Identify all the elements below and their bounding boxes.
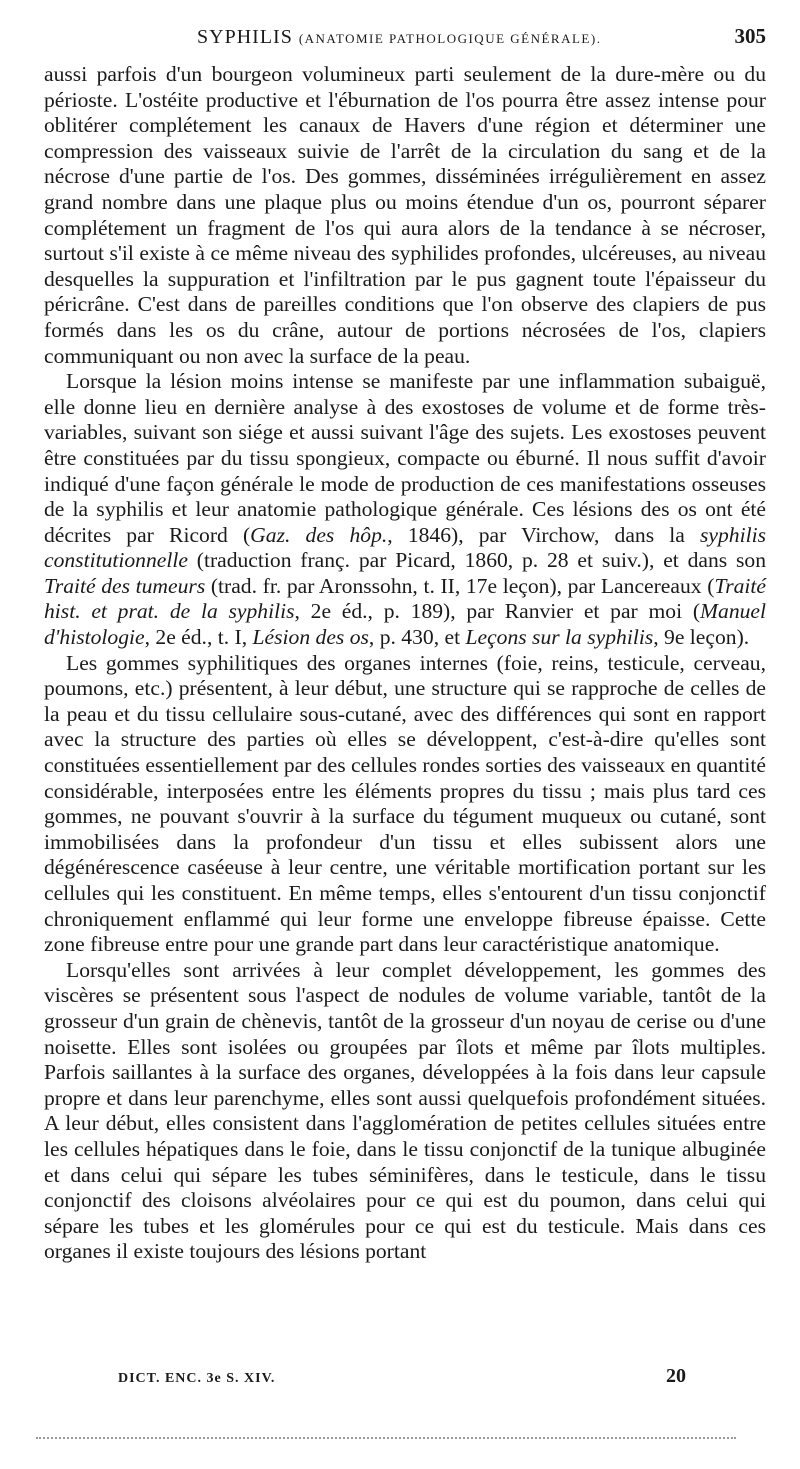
italic-text: syphilis constitutionnelle [44,522,766,573]
running-title-main: SYPHILIS [197,26,293,48]
paragraph [44,651,766,958]
page-number: 305 [734,24,766,48]
running-header [44,24,766,54]
running-title [44,26,715,49]
text-run: , p. 430, et [368,625,466,650]
text-run: , 2e éd., p. 189), par Ranvier et par moi ( [294,599,701,624]
signature-mark: DICT. ENC. 3e S. XIV. [118,1371,276,1386]
paragraph [44,62,766,369]
italic-text: Traité des tumeurs [44,573,206,598]
text-run: , 1846), par Virchow, dans la [387,522,701,547]
text-run: Lorsqu'elles sont arrivées à leur complet développement, les gommes des viscères se présentent sous l'aspect de nodules de volume variable, tantôt de la grosseur d'un grain de chènevis, tantôt de la grosseur d'un noyau de cerise ou d'une noisette. Elles sont isolées ou groupées par îlots et même par îlots multiples. Parfois saillantes à la surface des organes, développées à la fois dans leur capsule propre et dans leur parenchyme, elles sont aussi quelquefois profondément situées. A leur début, elles consistent dans l'agglomération de petites cellules situées entre les cellules hépatiques dans le foie, dans le tissu conjonctif de la tunique albuginée et dans celui qui sépare les tubes séminifères, dans le testicule, dans le tissu conjonctif des cloisons alvéolaires pour ce qui est du poumon, dans celui qui sépare les tubes et les glomérules pour ce qui est du testicule. Mais dans ces organes il existe toujours des lésions portant [44,957,766,1264]
text-run: , 9e leçon). [653,625,750,650]
text-run: aussi parfois d'un bourgeon volumineux parti seulement de la dure-mère ou du périoste. L'ostéite productive et l'éburnation de l'os pourra être assez intense pour oblitérer complétement les canaux de Havers d'une région et déterminer une compression des vaisseaux suivie de l'arrêt de la circulation du sang et de la nécrose d'une partie de l'os. Des gommes, disséminées irrégulièrement en assez grand nombre dans une plaque plus ou moins étendue d'un os, pourront séparer complétement un fragment de l'os qui aura alors de la tendance à se nécroser, surtout s'il existe à ce même niveau des syphilides profondes, ulcéreuses, au niveau desquelles la suppuration et l'infiltration par le pus gagnent toute l'épaisseur du péricrâne. C'est dans de pareilles conditions que l'on observe des clapiers de pus formés dans les os du crâne, autour de portions nécrosées de l'os, clapiers communiquant ou non avec la surface de la peau. [44,62,766,368]
text-run: (trad. fr. par Aronssohn, t. II, 17e leçon), par Lancereaux ( [205,573,715,598]
page-footer [118,1365,686,1388]
italic-text: Traité hist. et prat. de la syphilis [44,573,766,624]
text-run: Lorsque la lésion moins intense se manifeste par une inflammation subaiguë, elle donne lieu en dernière analyse à des exostoses de volume et de forme très-variables, suivant son siége et aussi suivant l'âge des sujets. Les exostoses peuvent être constituées par du tissu spongieux, compacte ou éburné. Il nous suffit d'avoir indiqué d'une façon générale le mode de production de ces manifestations osseuses de la syphilis et leur anatomie pathologique générale. Ces lésions des os ont été décrites par Ricord ( [44,369,766,547]
italic-text: Manuel d'histologie [44,599,766,650]
text-run: Les gommes syphilitiques des organes internes (foie, reins, testicule, cerveau, poumons, etc.) présentent, à leur début, une structure qui se rapproche de celles de la peau et du tissu cellulaire sous-cutané, avec des différences qui sont en rapport avec la structure des parties où elles se développent, c'est-à-dire qu'elles sont constituées essentiellement par des cellules rondes sorties des vaisseaux en quantité considérable, interposées entre les éléments propres du tissu ; mais plus tard ces gommes, ne pouvant s'ouvrir à la surface du tégument muqueux ou cutané, sont immobilisées dans la profondeur d'un tissu et elles subissent alors une dégénérescence caséeuse à leur centre, une véritable mortification portant sur les cellules qui les constituent. En même temps, elles s'entourent d'un tissu conjonctif chroniquement enflammé qui leur forme une enveloppe fibreuse épaisse. Cette zone fibreuse entre pour une grande part dans leur caractéristique anatomique. [44,650,766,957]
italic-text: Gaz. des hôp. [250,522,388,547]
paragraph [44,369,766,651]
text-run: , 2e éd., t. I, [144,625,253,650]
body-text [44,62,766,1265]
text-run: (traduction franç. par Picard, 1860, p. 28 et suiv.), et dans son [187,548,766,573]
running-title-sub: (ANATOMIE PATHOLOGIQUE GÉNÉRALE). [298,31,602,46]
sheet-number: 20 [666,1365,686,1387]
italic-text: Leçons sur la syphilis [465,625,654,650]
italic-text: Lésion des os [252,625,369,650]
paragraph [44,958,766,1265]
bottom-rule [36,1437,736,1439]
